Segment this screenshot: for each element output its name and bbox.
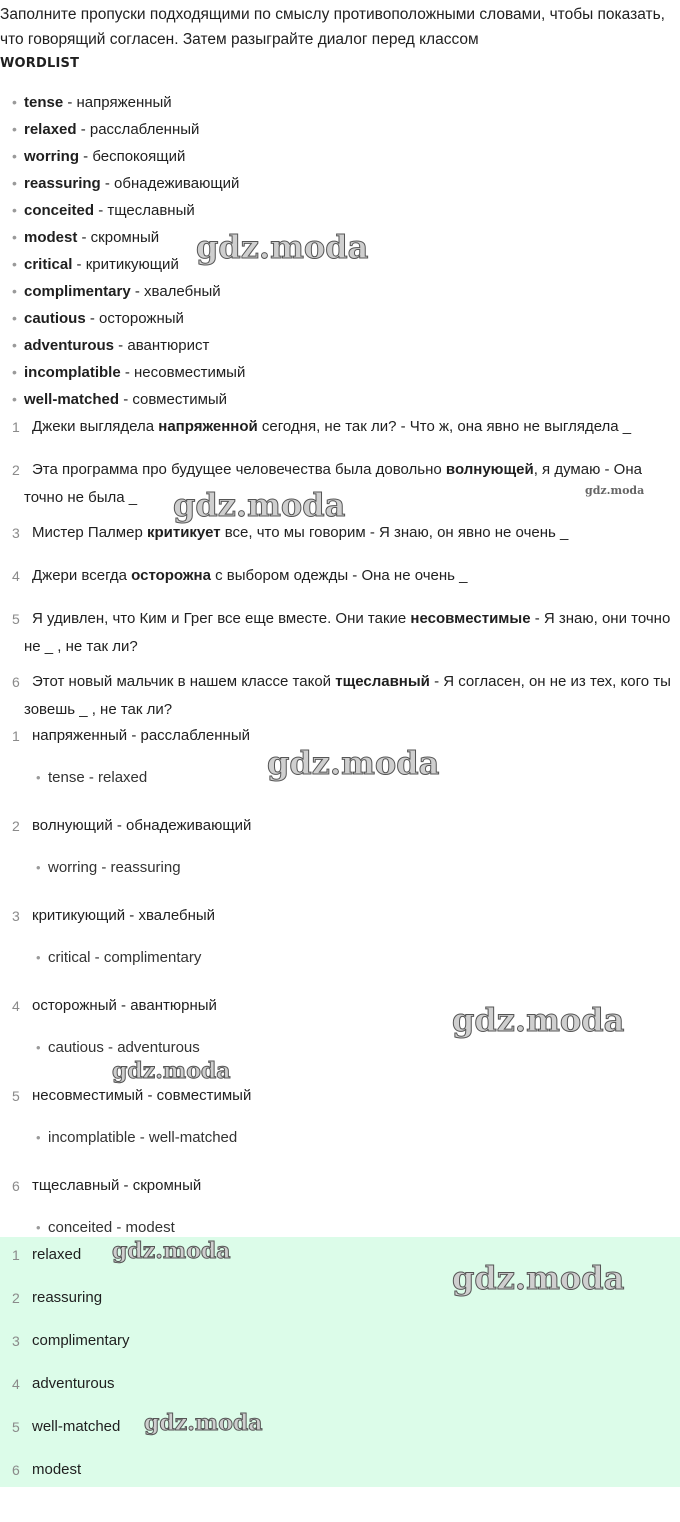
task-text: Эта программа про будущее человечества была довольно (32, 461, 446, 478)
task-instruction: Заполните пропуски подходящими по смыслу противоположными словами, чтобы показать, что говорящий согласен. Затем разыграйте диалог перед классом (0, 6, 665, 48)
wordlist-item (0, 278, 245, 305)
task-keyword: несовместимые (410, 610, 531, 627)
word-ru: - скромный (77, 229, 160, 246)
word-en: modest (24, 229, 78, 246)
task-text: Я удивлен, что Ким и Грег все еще вместе. Они такие (32, 610, 411, 627)
wordlist-item (0, 116, 245, 143)
task-text: сегодня, не так ли? - Что ж, она явно не выглядела _ (257, 418, 632, 435)
task-text: - Я согласен, он не из тех, кого ты зовешь _ , не так ли? (24, 673, 671, 718)
item-number: 1 (12, 728, 20, 744)
item-number: 4 (12, 1376, 20, 1392)
item-number: 2 (12, 1290, 20, 1306)
task-text: все, что мы говорим - Я знаю, он явно не очень _ (220, 524, 569, 541)
task-keyword: волнующей (445, 461, 534, 478)
task-text: Этот новый мальчик в нашем классе такой (32, 673, 336, 690)
word-en: complimentary (24, 283, 131, 300)
answer-text: relaxed (32, 1246, 82, 1263)
item-number: 4 (12, 998, 20, 1014)
word-en: worring (24, 148, 79, 165)
wordlist-item (0, 170, 245, 197)
word-ru: - тщеславный (94, 202, 195, 219)
item-number: 2 (12, 818, 20, 834)
word-en: cautious (24, 310, 86, 327)
wordlist-item (0, 386, 245, 413)
item-number: 4 (12, 568, 20, 584)
item-number: 5 (12, 611, 20, 627)
pair-en: worring - reassuring (48, 859, 181, 876)
word-ru: - напряженный (63, 94, 172, 111)
task-item (0, 413, 676, 441)
item-number: 1 (12, 419, 20, 435)
task-text: , я думаю - Она точно не была _ (24, 461, 642, 506)
pair-en: incomplatible - well-matched (48, 1129, 238, 1146)
watermark: gdz.moda (452, 1259, 625, 1297)
watermark: gdz.moda (267, 744, 440, 782)
watermark: gdz.moda (112, 1238, 231, 1264)
word-en: relaxed (24, 121, 77, 138)
wordlist-heading: WORDLIST (0, 56, 80, 71)
task-item (0, 562, 676, 590)
answer-text: reassuring (32, 1289, 103, 1306)
word-ru: - беспокоящий (79, 148, 186, 165)
word-en: well-matched (24, 391, 120, 408)
item-number: 6 (12, 1178, 20, 1194)
watermark: gdz.moda (585, 484, 645, 497)
item-number: 5 (12, 1088, 20, 1104)
pair-ru: волнующий - обнадеживающий (32, 817, 252, 834)
word-en: critical (24, 256, 73, 273)
pair-en: critical - complimentary (48, 949, 202, 966)
pair-ru: осторожный - авантюрный (32, 997, 217, 1014)
task-item (0, 605, 676, 661)
task-item (0, 668, 676, 724)
item-number: 2 (12, 462, 20, 478)
pair-ru: напряженный - расслабленный (32, 727, 250, 744)
task-keyword: критикует (146, 524, 221, 541)
pair-ru: несовместимый - совместимый (32, 1087, 252, 1104)
pair-item (0, 902, 660, 930)
pair-ru: тщеславный - скромный (32, 1177, 202, 1194)
item-number: 6 (12, 674, 20, 690)
pair-en: conceited - modest (48, 1219, 175, 1236)
pair-item (0, 1172, 660, 1200)
pair-item (0, 1082, 660, 1110)
word-en: reassuring (24, 175, 101, 192)
item-number: 5 (12, 1419, 20, 1435)
task-text: Мистер Палмер (32, 524, 147, 541)
wordlist-item (0, 359, 245, 386)
word-ru: - несовместимый (120, 364, 246, 381)
watermark: gdz.moda (196, 228, 369, 266)
item-number: 6 (12, 1462, 20, 1478)
answer-text: modest (32, 1461, 82, 1478)
pair-en: tense - relaxed (48, 769, 148, 786)
word-ru: - осторожный (85, 310, 184, 327)
word-en: conceited (24, 202, 95, 219)
pair-en: cautious - adventurous (48, 1039, 200, 1056)
wordlist-item (0, 305, 245, 332)
task-keyword: тщеславный (335, 673, 430, 690)
word-ru: - авантюрист (114, 337, 210, 354)
wordlist-item (0, 197, 245, 224)
pair-item (0, 812, 660, 840)
word-en: tense (24, 94, 64, 111)
word-en: incomplatible (24, 364, 121, 381)
wordlist-item (0, 143, 245, 170)
task-keyword: напряженной (158, 418, 258, 435)
word-en: adventurous (24, 337, 115, 354)
watermark: gdz.moda (452, 1001, 625, 1039)
task-text: - Я знаю, они точно не _ , не так ли? (24, 610, 671, 655)
answer-text: adventurous (32, 1375, 115, 1392)
word-ru: - совместимый (119, 391, 228, 408)
item-number: 1 (12, 1247, 20, 1263)
word-ru: - критикующий (72, 256, 179, 273)
item-number: 3 (12, 525, 20, 541)
word-ru: - расслабленный (76, 121, 200, 138)
task-text: Джери всегда (32, 567, 132, 584)
watermark: gdz.moda (112, 1058, 231, 1084)
watermark: gdz.moda (173, 486, 346, 524)
wordlist-item (0, 89, 245, 116)
pair-ru: критикующий - хвалебный (32, 907, 216, 924)
word-ru: - хвалебный (130, 283, 221, 300)
task-keyword: осторожна (131, 567, 211, 584)
item-number: 3 (12, 908, 20, 924)
watermark: gdz.moda (144, 1410, 263, 1436)
wordlist-item (0, 332, 245, 359)
item-number: 3 (12, 1333, 20, 1349)
answer-text: well-matched (32, 1418, 121, 1435)
answer-text: complimentary (32, 1332, 130, 1349)
task-text: Джеки выглядела (32, 418, 159, 435)
word-ru: - обнадеживающий (100, 175, 240, 192)
task-text: с выбором одежды - Она не очень _ (210, 567, 468, 584)
